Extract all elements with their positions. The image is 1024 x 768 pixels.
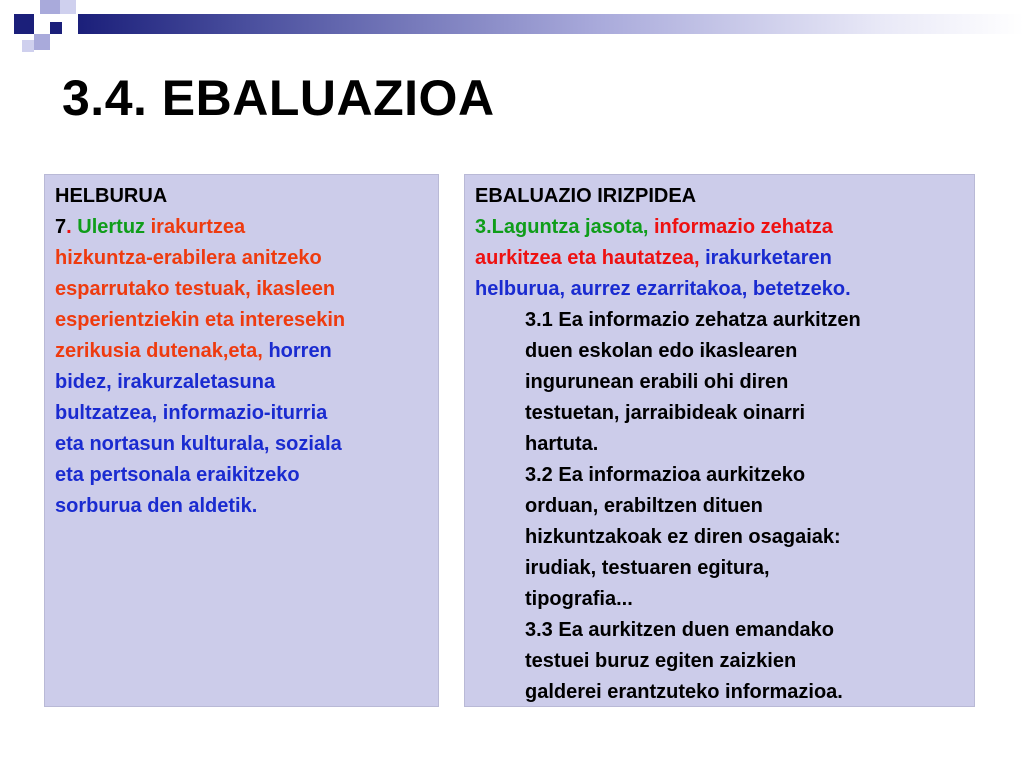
decor-square-navy-2 [50,22,62,34]
objective-text-l6-red: zerikusia dutenak,eta, [55,340,263,362]
helburua-line-8: bultzatzea, informazio-iturria [55,402,328,424]
item-3-2-line-4: irudiak, testuaren egitura, [525,557,770,579]
item-3-1-line-4: testuetan, jarraibideak oinarri [525,402,806,424]
criterion-blue-text-1: irakurketaren [705,247,832,269]
objective-text-l2: irakurtzea [150,216,246,238]
helburua-line-4: esparrutako testuak, ikasleen [55,278,336,300]
objective-text-l6-blue: horren [268,340,332,362]
item-3-1-line-3: ingurunean erabili ohi diren [525,371,789,393]
criterion-red-text-2: aurkitzea eta hautatzea, [475,247,700,269]
objective-dot: . [66,216,72,238]
decor-square-lavender-2 [34,34,50,50]
helburua-line-9: eta nortasun kulturala, soziala [55,433,342,455]
helburua-line-2 [55,212,430,243]
irizpidea-intro-line-3 [475,243,964,274]
item-3-2-line-5: tipografia... [525,588,633,610]
criterion-red-text-1: informazio zehatza [653,216,833,238]
item-3-3-line-2: testuei buruz egiten zaizkien [525,650,797,672]
helburua-line-3: hizkuntza-erabilera anitzeko [55,247,322,269]
decor-square-navy [14,14,34,34]
helburua-line-7: bidez, irakurzaletasuna [55,371,276,393]
item-3-3-line-1: 3.3 Ea aurkitzen duen emandako [525,619,834,641]
item-3-1-line-2: duen eskolan edo ikaslearen [525,340,798,362]
irizpidea-intro-line-4: helburua, aurrez ezarritakoa, betetzeko. [475,278,851,300]
irizpidea-intro-line-2 [475,212,964,243]
decor-square-pale-2 [22,40,34,52]
helburua-line-5: esperientziekin eta interesekin [55,309,346,331]
irizpidea-heading: EBALUAZIO IRIZPIDEA [475,185,697,207]
item-3-1-line-1: 3.1 Ea informazio zehatza aurkitzen [525,309,861,331]
decor-square-pale [60,0,76,14]
objective-number: 7 [55,216,67,238]
objective-verb: Ulertuz [77,216,146,238]
item-3-2-line-1: 3.2 Ea informazioa aurkitzeko [525,464,806,486]
helburua-line-10: eta pertsonala eraikitzeko [55,464,300,486]
helburua-line-6 [55,336,430,367]
item-3-1-line-5: hartuta. [525,433,599,455]
criterion-number-text: 3.Laguntza jasota, [475,216,649,238]
helburua-panel [44,174,439,707]
helburua-heading: HELBURUA [55,185,168,207]
slide-title: 3.4. EBALUAZIOA [62,70,495,126]
item-3-2-line-3: hizkuntzakoak ez diren osagaiak: [525,526,841,548]
irizpidea-panel [464,174,975,707]
item-3-3-line-3: galderei erantzuteko informazioa. [525,681,843,703]
item-3-2-line-2: orduan, erabiltzen dituen [525,495,763,517]
decor-square-lavender [40,0,60,14]
helburua-line-11: sorburua den aldetik. [55,495,258,517]
decor-gradient-bar [78,14,1024,34]
